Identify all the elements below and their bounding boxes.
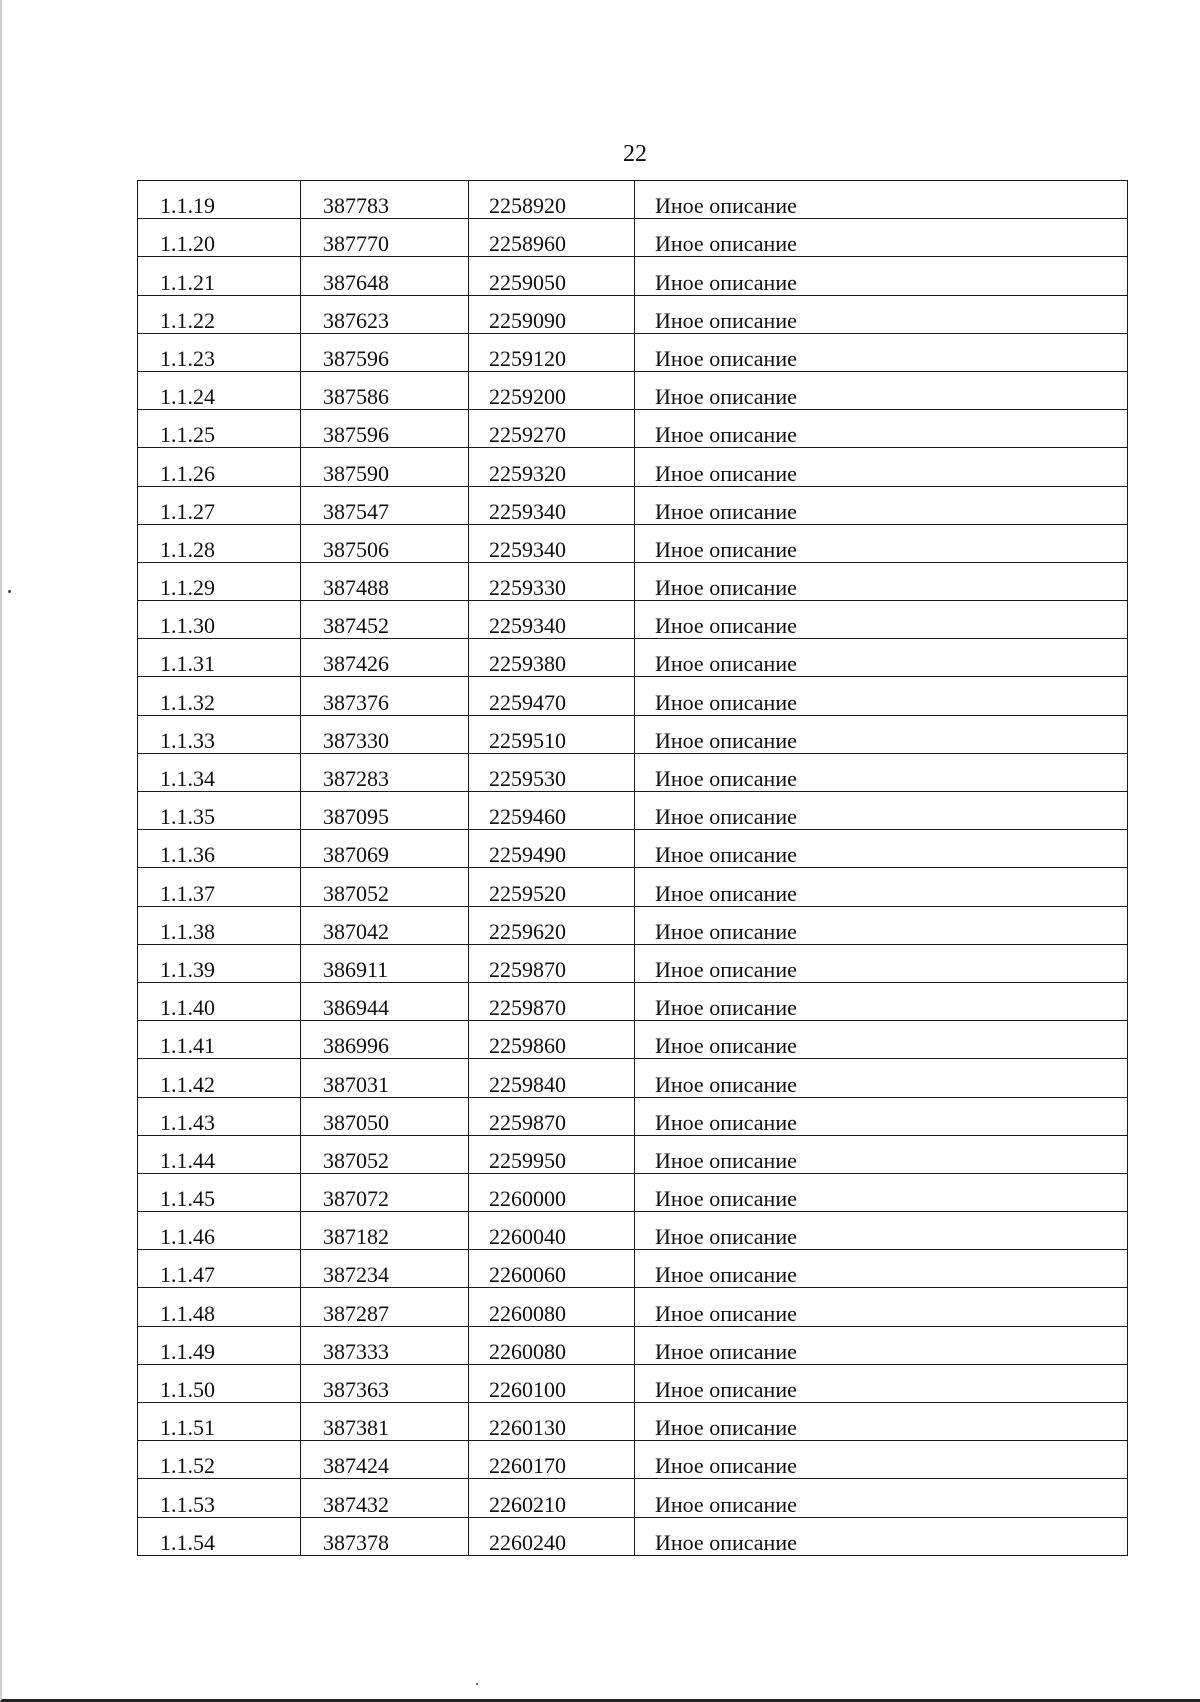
description-cell: Иное описание xyxy=(635,257,1128,295)
y-coordinate-cell: 2259510 xyxy=(469,715,635,753)
point-number-cell: 1.1.46 xyxy=(138,1212,301,1250)
point-number-cell: 1.1.49 xyxy=(138,1326,301,1364)
y-coordinate-cell: 2259520 xyxy=(469,868,635,906)
point-number-cell: 1.1.31 xyxy=(138,639,301,677)
table-row xyxy=(138,257,1128,295)
point-number-cell: 1.1.50 xyxy=(138,1364,301,1402)
x-coordinate-cell: 387424 xyxy=(301,1441,469,1479)
table-row xyxy=(138,639,1128,677)
y-coordinate-cell: 2259840 xyxy=(469,1059,635,1097)
x-coordinate-cell: 387506 xyxy=(301,524,469,562)
description-cell: Иное описание xyxy=(635,792,1128,830)
table-row xyxy=(138,1173,1128,1211)
description-cell: Иное описание xyxy=(635,333,1128,371)
y-coordinate-cell: 2260210 xyxy=(469,1479,635,1517)
x-coordinate-cell: 387488 xyxy=(301,562,469,600)
table-row xyxy=(138,410,1128,448)
description-cell: Иное описание xyxy=(635,410,1128,448)
point-number-cell: 1.1.21 xyxy=(138,257,301,295)
y-coordinate-cell: 2260100 xyxy=(469,1364,635,1402)
table-row xyxy=(138,1059,1128,1097)
table-row xyxy=(138,1250,1128,1288)
x-coordinate-cell: 387590 xyxy=(301,448,469,486)
point-number-cell: 1.1.38 xyxy=(138,906,301,944)
x-coordinate-cell: 387648 xyxy=(301,257,469,295)
description-cell: Иное описание xyxy=(635,868,1128,906)
table-row xyxy=(138,524,1128,562)
point-number-cell: 1.1.32 xyxy=(138,677,301,715)
point-number-cell: 1.1.30 xyxy=(138,601,301,639)
y-coordinate-cell: 2260060 xyxy=(469,1250,635,1288)
y-coordinate-cell: 2259490 xyxy=(469,830,635,868)
description-cell: Иное описание xyxy=(635,906,1128,944)
y-coordinate-cell: 2259330 xyxy=(469,562,635,600)
x-coordinate-cell: 387378 xyxy=(301,1517,469,1555)
description-cell: Иное описание xyxy=(635,371,1128,409)
point-number-cell: 1.1.53 xyxy=(138,1479,301,1517)
table-row xyxy=(138,333,1128,371)
description-cell: Иное описание xyxy=(635,982,1128,1020)
table-row xyxy=(138,601,1128,639)
description-cell: Иное описание xyxy=(635,562,1128,600)
x-coordinate-cell: 387426 xyxy=(301,639,469,677)
table-row xyxy=(138,1135,1128,1173)
scan-speck xyxy=(8,590,11,593)
x-coordinate-cell: 387783 xyxy=(301,181,469,219)
table-row xyxy=(138,868,1128,906)
x-coordinate-cell: 387586 xyxy=(301,371,469,409)
x-coordinate-cell: 387333 xyxy=(301,1326,469,1364)
description-cell: Иное описание xyxy=(635,830,1128,868)
y-coordinate-cell: 2259200 xyxy=(469,371,635,409)
table-row xyxy=(138,1288,1128,1326)
description-cell: Иное описание xyxy=(635,1403,1128,1441)
point-number-cell: 1.1.23 xyxy=(138,333,301,371)
x-coordinate-cell: 387283 xyxy=(301,753,469,791)
y-coordinate-cell: 2258920 xyxy=(469,181,635,219)
x-coordinate-cell: 387770 xyxy=(301,219,469,257)
point-number-cell: 1.1.41 xyxy=(138,1021,301,1059)
description-cell: Иное описание xyxy=(635,1173,1128,1211)
point-number-cell: 1.1.39 xyxy=(138,944,301,982)
x-coordinate-cell: 387547 xyxy=(301,486,469,524)
table-row xyxy=(138,181,1128,219)
x-coordinate-cell: 387596 xyxy=(301,410,469,448)
x-coordinate-cell: 387072 xyxy=(301,1173,469,1211)
x-coordinate-cell: 387182 xyxy=(301,1212,469,1250)
y-coordinate-cell: 2259870 xyxy=(469,982,635,1020)
table-row xyxy=(138,1364,1128,1402)
table-row xyxy=(138,562,1128,600)
y-coordinate-cell: 2259620 xyxy=(469,906,635,944)
description-cell: Иное описание xyxy=(635,448,1128,486)
point-number-cell: 1.1.27 xyxy=(138,486,301,524)
table-row xyxy=(138,753,1128,791)
description-cell: Иное описание xyxy=(635,1250,1128,1288)
x-coordinate-cell: 387069 xyxy=(301,830,469,868)
y-coordinate-cell: 2259460 xyxy=(469,792,635,830)
x-coordinate-cell: 387095 xyxy=(301,792,469,830)
y-coordinate-cell: 2259870 xyxy=(469,1097,635,1135)
description-cell: Иное описание xyxy=(635,1517,1128,1555)
x-coordinate-cell: 387363 xyxy=(301,1364,469,1402)
point-number-cell: 1.1.40 xyxy=(138,982,301,1020)
x-coordinate-cell: 387042 xyxy=(301,906,469,944)
x-coordinate-cell: 387050 xyxy=(301,1097,469,1135)
point-number-cell: 1.1.51 xyxy=(138,1403,301,1441)
y-coordinate-cell: 2259050 xyxy=(469,257,635,295)
description-cell: Иное описание xyxy=(635,753,1128,791)
x-coordinate-cell: 387452 xyxy=(301,601,469,639)
point-number-cell: 1.1.19 xyxy=(138,181,301,219)
description-cell: Иное описание xyxy=(635,1326,1128,1364)
y-coordinate-cell: 2258960 xyxy=(469,219,635,257)
x-coordinate-cell: 386996 xyxy=(301,1021,469,1059)
point-number-cell: 1.1.20 xyxy=(138,219,301,257)
table-row xyxy=(138,830,1128,868)
y-coordinate-cell: 2259090 xyxy=(469,295,635,333)
point-number-cell: 1.1.36 xyxy=(138,830,301,868)
y-coordinate-cell: 2259380 xyxy=(469,639,635,677)
description-cell: Иное описание xyxy=(635,486,1128,524)
y-coordinate-cell: 2260000 xyxy=(469,1173,635,1211)
table-row xyxy=(138,1403,1128,1441)
point-number-cell: 1.1.42 xyxy=(138,1059,301,1097)
description-cell: Иное описание xyxy=(635,677,1128,715)
description-cell: Иное описание xyxy=(635,1135,1128,1173)
point-number-cell: 1.1.22 xyxy=(138,295,301,333)
description-cell: Иное описание xyxy=(635,715,1128,753)
description-cell: Иное описание xyxy=(635,181,1128,219)
y-coordinate-cell: 2259340 xyxy=(469,601,635,639)
page-number: 22 xyxy=(623,141,647,167)
y-coordinate-cell: 2260080 xyxy=(469,1288,635,1326)
point-number-cell: 1.1.25 xyxy=(138,410,301,448)
coordinates-table xyxy=(137,180,1128,1556)
description-cell: Иное описание xyxy=(635,1059,1128,1097)
y-coordinate-cell: 2259270 xyxy=(469,410,635,448)
point-number-cell: 1.1.29 xyxy=(138,562,301,600)
y-coordinate-cell: 2259860 xyxy=(469,1021,635,1059)
description-cell: Иное описание xyxy=(635,1212,1128,1250)
x-coordinate-cell: 387623 xyxy=(301,295,469,333)
x-coordinate-cell: 387234 xyxy=(301,1250,469,1288)
table-row xyxy=(138,486,1128,524)
y-coordinate-cell: 2260170 xyxy=(469,1441,635,1479)
point-number-cell: 1.1.37 xyxy=(138,868,301,906)
table-row xyxy=(138,715,1128,753)
x-coordinate-cell: 386911 xyxy=(301,944,469,982)
y-coordinate-cell: 2259340 xyxy=(469,486,635,524)
y-coordinate-cell: 2260130 xyxy=(469,1403,635,1441)
point-number-cell: 1.1.48 xyxy=(138,1288,301,1326)
y-coordinate-cell: 2259320 xyxy=(469,448,635,486)
table-row xyxy=(138,1441,1128,1479)
coordinates-table-body xyxy=(138,181,1128,1556)
description-cell: Иное описание xyxy=(635,944,1128,982)
y-coordinate-cell: 2259120 xyxy=(469,333,635,371)
x-coordinate-cell: 387381 xyxy=(301,1403,469,1441)
point-number-cell: 1.1.52 xyxy=(138,1441,301,1479)
description-cell: Иное описание xyxy=(635,1288,1128,1326)
point-number-cell: 1.1.33 xyxy=(138,715,301,753)
table-row xyxy=(138,982,1128,1020)
description-cell: Иное описание xyxy=(635,1364,1128,1402)
x-coordinate-cell: 387432 xyxy=(301,1479,469,1517)
x-coordinate-cell: 387052 xyxy=(301,1135,469,1173)
table-row xyxy=(138,1479,1128,1517)
y-coordinate-cell: 2259950 xyxy=(469,1135,635,1173)
description-cell: Иное описание xyxy=(635,1479,1128,1517)
description-cell: Иное описание xyxy=(635,524,1128,562)
point-number-cell: 1.1.47 xyxy=(138,1250,301,1288)
y-coordinate-cell: 2259470 xyxy=(469,677,635,715)
table-row xyxy=(138,944,1128,982)
description-cell: Иное описание xyxy=(635,1097,1128,1135)
description-cell: Иное описание xyxy=(635,295,1128,333)
table-row xyxy=(138,1097,1128,1135)
scan-speck xyxy=(476,1683,478,1685)
table-row xyxy=(138,677,1128,715)
description-cell: Иное описание xyxy=(635,1441,1128,1479)
table-row xyxy=(138,1517,1128,1555)
point-number-cell: 1.1.26 xyxy=(138,448,301,486)
y-coordinate-cell: 2260080 xyxy=(469,1326,635,1364)
point-number-cell: 1.1.35 xyxy=(138,792,301,830)
table-row xyxy=(138,792,1128,830)
x-coordinate-cell: 387052 xyxy=(301,868,469,906)
description-cell: Иное описание xyxy=(635,639,1128,677)
table-row xyxy=(138,448,1128,486)
x-coordinate-cell: 387596 xyxy=(301,333,469,371)
table-row xyxy=(138,1212,1128,1250)
point-number-cell: 1.1.28 xyxy=(138,524,301,562)
point-number-cell: 1.1.43 xyxy=(138,1097,301,1135)
point-number-cell: 1.1.34 xyxy=(138,753,301,791)
y-coordinate-cell: 2260240 xyxy=(469,1517,635,1555)
table-row xyxy=(138,1021,1128,1059)
y-coordinate-cell: 2260040 xyxy=(469,1212,635,1250)
table-row xyxy=(138,295,1128,333)
description-cell: Иное описание xyxy=(635,219,1128,257)
y-coordinate-cell: 2259870 xyxy=(469,944,635,982)
table-row xyxy=(138,906,1128,944)
x-coordinate-cell: 387330 xyxy=(301,715,469,753)
point-number-cell: 1.1.45 xyxy=(138,1173,301,1211)
point-number-cell: 1.1.24 xyxy=(138,371,301,409)
description-cell: Иное описание xyxy=(635,601,1128,639)
x-coordinate-cell: 387287 xyxy=(301,1288,469,1326)
table-row xyxy=(138,219,1128,257)
y-coordinate-cell: 2259340 xyxy=(469,524,635,562)
y-coordinate-cell: 2259530 xyxy=(469,753,635,791)
description-cell: Иное описание xyxy=(635,1021,1128,1059)
table-row xyxy=(138,371,1128,409)
point-number-cell: 1.1.54 xyxy=(138,1517,301,1555)
point-number-cell: 1.1.44 xyxy=(138,1135,301,1173)
x-coordinate-cell: 387031 xyxy=(301,1059,469,1097)
x-coordinate-cell: 387376 xyxy=(301,677,469,715)
x-coordinate-cell: 386944 xyxy=(301,982,469,1020)
table-row xyxy=(138,1326,1128,1364)
